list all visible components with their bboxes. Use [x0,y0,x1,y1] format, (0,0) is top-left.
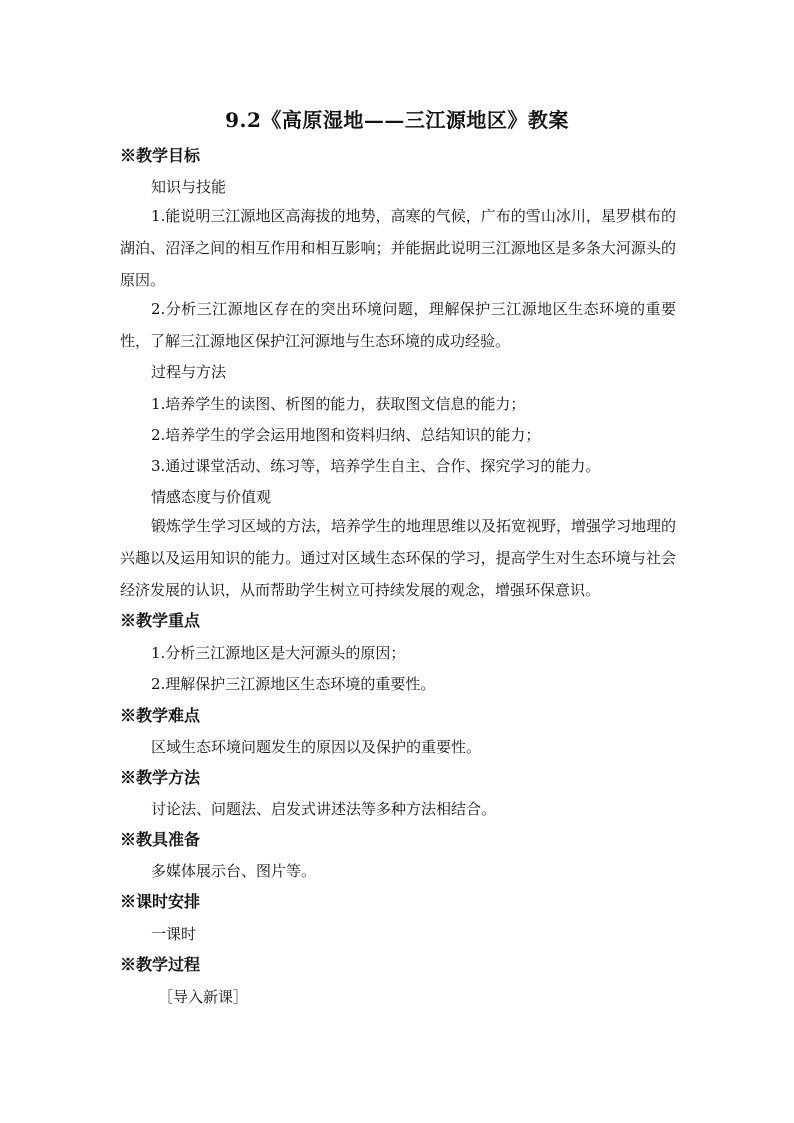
difficulties-heading: ※教学难点 [120,706,201,725]
emotion-heading: 情感态度与价值观 [151,488,272,506]
process-steps-heading: ※教学过程 [120,955,201,974]
document-title: 9.2《高原湿地——三江源地区》教案 [225,108,569,132]
process-heading: 过程与方法 [151,363,227,381]
objectives-heading: ※教学目标 [120,146,201,165]
schedule-text: 一课时 [151,925,197,943]
methods-text: 讨论法、问题法、启发式讲述法等多种方法相结合。 [151,800,497,818]
knowledge-item: 1.能说明三江源地区高海拔的地势，高寒的气候，广布的雪山冰川，星罗棋布的湖泊、沼泽之间的相互作用和相互影响；并能据此说明三江源地区是多条大河源头的原因。 [120,207,676,289]
key-point-item: 2.理解保护三江源地区生态环境的重要性。 [151,675,436,693]
process-item: 2.培养学生的学会运用地图和资料归纳、总结知识的能力； [151,426,541,444]
difficulties-text: 区域生态环境问题发生的原因以及保护的重要性。 [151,738,482,756]
methods-heading: ※教学方法 [120,768,201,787]
key-points-heading: ※教学重点 [120,611,201,630]
materials-text: 多媒体展示台、图片等。 [151,862,317,880]
process-item: 1.培养学生的读图、析图的能力，获取图文信息的能力； [151,395,526,413]
process-item: 3.通过课堂活动、练习等，培养学生自主、合作、探究学习的能力。 [151,457,601,475]
knowledge-item: 2.分析三江源地区存在的突出环境问题，理解保护三江源地区生态环境的重要性，了解三江源地区保护江河源地与生态环境的成功经验。 [120,300,676,350]
key-point-item: 1.分析三江源地区是大河源头的原因； [151,644,406,662]
materials-heading: ※教具准备 [120,830,201,849]
knowledge-heading: 知识与技能 [151,178,227,196]
intro-step: ［导入新课］ [158,988,249,1006]
schedule-heading: ※课时安排 [120,892,201,911]
emotion-text: 锻炼学生学习区域的方法，培养学生的地理思维以及拓宽视野，增强学习地理的兴趣以及运用知识的能力。通过对区域生态环保的学习，提高学生对生态环境与社会经济发展的认识，从而帮助学生树立可持续发展的观念，增强环保意识。 [120,517,677,599]
